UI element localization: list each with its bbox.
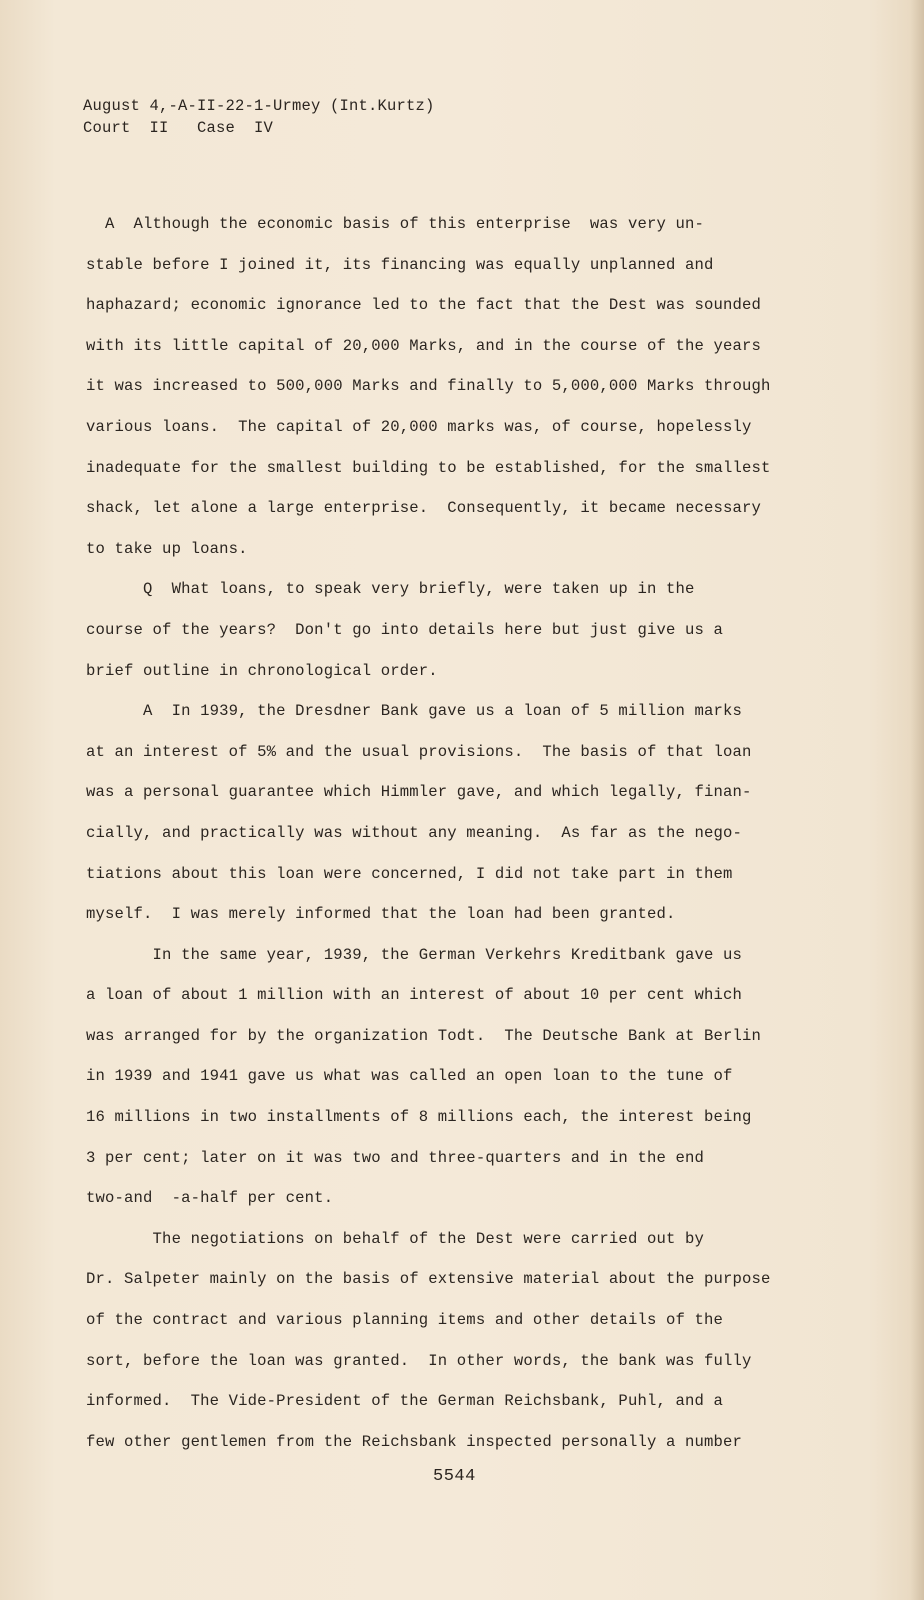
text-line: myself. I was merely informed that the loan had been granted.: [86, 905, 676, 924]
text-line: few other gentlemen from the Reichsbank inspected personally a number: [86, 1432, 743, 1451]
text-line: In the same year, 1939, the German Verkehrs Kreditbank gave us: [86, 945, 743, 964]
text-line: was a personal guarantee which Himmler gave, and which legally, finan-: [86, 783, 752, 802]
text-line: The negotiations on behalf of the Dest were carried out by: [86, 1229, 705, 1248]
text-line: various loans. The capital of 20,000 marks was, of course, hopelessly: [86, 417, 752, 436]
text-line: two-and -a-half per cent.: [86, 1189, 334, 1208]
text-line: Q What loans, to speak very briefly, were taken up in the: [86, 580, 695, 599]
text-line: a loan of about 1 million with an interest of about 10 per cent which: [86, 986, 743, 1005]
text-line: of the contract and various planning items and other details of the: [86, 1311, 724, 1330]
text-line: inadequate for the smallest building to be established, for the smallest: [86, 458, 771, 477]
page-edge-shadow: [910, 0, 924, 1600]
page-number: 5544: [433, 1467, 476, 1486]
text-line: shack, let alone a large enterprise. Consequently, it became necessary: [86, 499, 762, 518]
text-line: A Although the economic basis of this enterprise was very un-: [86, 215, 705, 233]
text-line: to take up loans.: [86, 539, 248, 558]
text-line: stable before I joined it, its financing was equally unplanned and: [86, 255, 714, 274]
header-line-date: August 4,-A-II-22-1-Urmey (Int.Kurtz): [83, 97, 435, 115]
text-line: informed. The Vide-President of the German Reichsbank, Puhl, and a: [86, 1392, 724, 1411]
text-line: brief outline in chronological order.: [86, 661, 438, 680]
text-line: was arranged for by the organization Todt. The Deutsche Bank at Berlin: [86, 1026, 762, 1045]
text-line: 16 millions in two installments of 8 millions each, the interest being: [86, 1108, 752, 1127]
document-header: [83, 95, 435, 139]
text-line: tiations about this loan were concerned, I did not take part in them: [86, 864, 733, 883]
testimony-body: [86, 204, 826, 1462]
text-line: cially, and practically was without any meaning. As far as the nego-: [86, 823, 743, 842]
text-line: with its little capital of 20,000 Marks, and in the course of the years: [86, 336, 762, 355]
text-line: A In 1939, the Dresdner Bank gave us a loan of 5 million marks: [86, 702, 743, 721]
text-line: at an interest of 5% and the usual provisions. The basis of that loan: [86, 742, 752, 761]
text-line: sort, before the loan was granted. In other words, the bank was fully: [86, 1351, 752, 1370]
text-line: it was increased to 500,000 Marks and finally to 5,000,000 Marks through: [86, 377, 771, 396]
header-line-court: Court II Case IV: [83, 119, 274, 137]
text-line: haphazard; economic ignorance led to the fact that the Dest was sounded: [86, 296, 762, 315]
text-line: Dr. Salpeter mainly on the basis of extensive material about the purpose: [86, 1270, 771, 1289]
text-line: 3 per cent; later on it was two and three-quarters and in the end: [86, 1148, 705, 1167]
text-line: in 1939 and 1941 gave us what was called an open loan to the tune of: [86, 1067, 733, 1086]
text-line: course of the years? Don't go into details here but just give us a: [86, 620, 724, 639]
